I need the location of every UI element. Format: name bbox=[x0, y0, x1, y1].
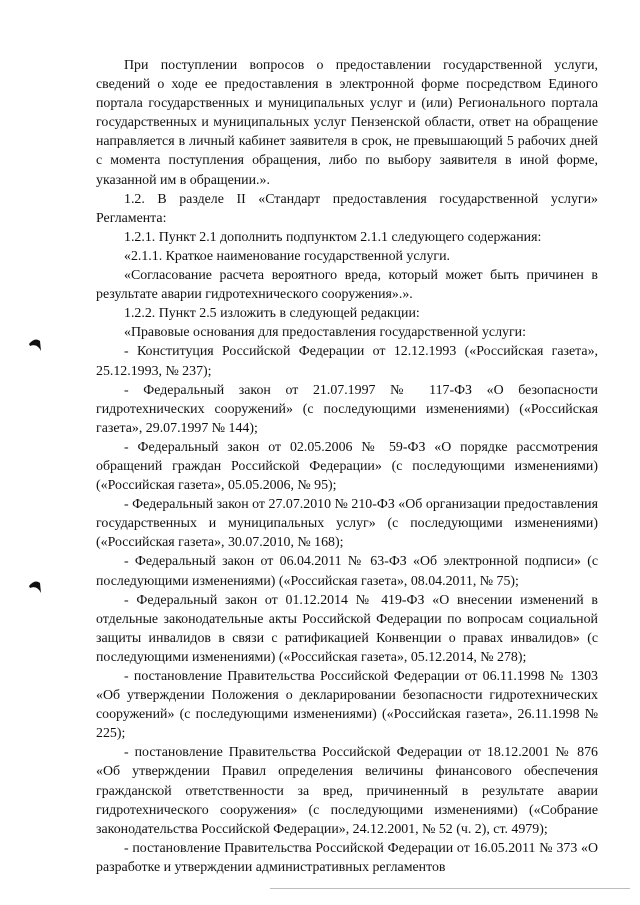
scan-edge-line bbox=[270, 888, 630, 889]
paragraph: «Правовые основания для предоставления государственной услуги: bbox=[124, 325, 526, 341]
paragraph: При поступлении вопросов о предоставлении государственной услуги, сведений о ходе ее предоставления в электронной форме посредством Единого портала государственных и муниципальных услуг и (или) Регионального портала государственных и муниципальных услуг Пензенской области, ответ на обращение направляется в личный кабинет заявителя в срок, не превышающий 5 рабочих дней с момента поступления обращения, либо по выбору заявителя в иной форме, указанной им в обращении.». bbox=[96, 58, 598, 188]
paragraph: - Федеральный закон от 21.07.1997 № 117-ФЗ «О безопасности гидротехнических сооружений» (с последующими изменениями) («Российская газета», 29.07.1997 № 144); bbox=[96, 382, 598, 436]
paragraph: 1.2.1. Пункт 2.1 дополнить подпунктом 2.1.1 следующего содержания: bbox=[124, 229, 542, 245]
paragraph: - постановление Правительства Российской Федерации от 16.05.2011 № 373 «О разработке и утверждении административных регламентов bbox=[96, 840, 598, 875]
paragraph: - Федеральный закон от 01.12.2014 № 419-ФЗ «О внесении изменений в отдельные законодательные акты Российской Федерации по вопросам социальной защиты инвалидов в связи с ратификацией Конвенции о правах инвалидов» (с последующими изменениями) («Российская газета», 05.12.2014, № 278); bbox=[96, 592, 598, 665]
paragraph: «Согласование расчета вероятного вреда, который может быть причинен в результате аварии гидротехнического сооружения».». bbox=[96, 268, 598, 303]
paragraph: 1.2. В разделе II «Стандарт предоставления государственной услуги» Регламента: bbox=[96, 191, 598, 226]
margin-mark-icon bbox=[26, 336, 46, 356]
paragraph: - Федеральный закон от 27.07.2010 № 210-ФЗ «Об организации предоставления государственных и муниципальных услуг» (с последующими изменениями) («Российская газета», 30.07.2010, № 168); bbox=[96, 497, 598, 551]
paragraph: - постановление Правительства Российской Федерации от 06.11.1998 № 1303 «Об утверждении Положения о декларировании безопасности гидротехнических сооружений» (с последующими изменениями) («Российская газета», 26.11.1998 № 225); bbox=[96, 669, 598, 742]
paragraph: - постановление Правительства Российской Федерации от 18.12.2001 № 876 «Об утверждении Правил определения величины финансового обеспечения гражданской ответственности за вред, причиненный в результате аварии гидротехнического сооружения» (с последующими изменениями) («Собрание законодательства Российской Федерации», 24.12.2001, № 52 (ч. 2), ст. 4979); bbox=[96, 745, 598, 837]
paragraph: 1.2.2. Пункт 2.5 изложить в следующей редакции: bbox=[124, 306, 420, 322]
paragraph: - Конституция Российской Федерации от 12.12.1993 («Российская газета», 25.12.1993, № 237); bbox=[96, 344, 598, 379]
paragraph: - Федеральный закон от 02.05.2006 № 59-ФЗ «О порядке рассмотрения обращений граждан Российской Федерации» (с последующими изменениями) («Российская газета», 05.05.2006, № 95); bbox=[96, 439, 598, 494]
margin-mark-icon bbox=[26, 578, 46, 598]
paragraph: - Федеральный закон от 06.04.2011 № 63-ФЗ «Об электронной подписи» (с последующими изменениями) («Российская газета», 08.04.2011, № 75); bbox=[96, 554, 598, 589]
document-body bbox=[96, 56, 598, 877]
paragraph: «2.1.1. Краткое наименование государственной услуги. bbox=[124, 248, 451, 264]
